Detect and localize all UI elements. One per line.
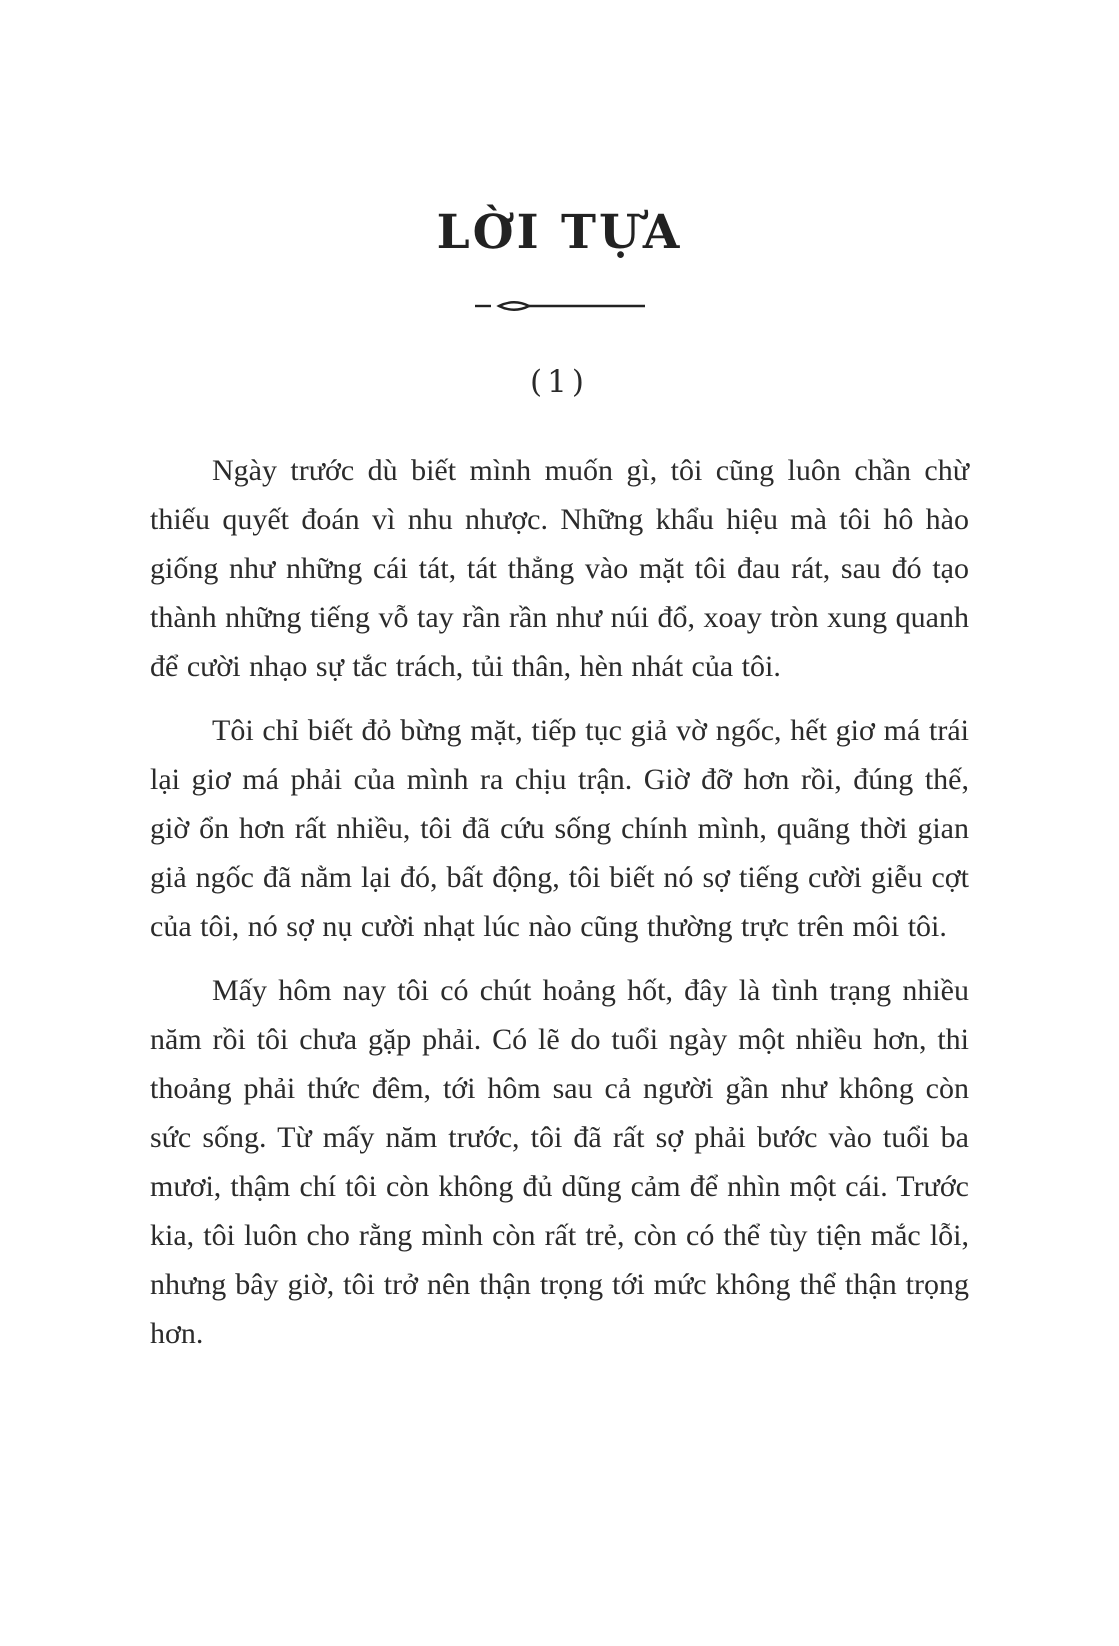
divider-ornament <box>150 298 969 314</box>
paragraph-1: Ngày trước dù biết mình muốn gì, tôi cũng luôn chần chừ thiếu quyết đoán vì nhu nhược. Những khẩu hiệu mà tôi hô hào giống như những cái tát, tát thẳng vào mặt tôi đau rát, sau đó tạo thành những tiếng vỗ tay rần rần như núi đổ, xoay tròn xung quanh để cười nhạo sự tắc trách, tủi thân, hèn nhát của tôi. <box>150 454 969 683</box>
paragraph-2: Tôi chỉ biết đỏ bừng mặt, tiếp tục giả vờ ngốc, hết giơ má trái lại giơ má phải của mình ra chịu trận. Giờ đỡ hơn rồi, đúng thế, giờ ổn hơn rất nhiều, tôi đã cứu sống chính mình, quãng thời gian giả ngốc đã nằm lại đó, bất động, tôi biết nó sợ tiếng cười giễu cợt của tôi, nó sợ nụ cười nhạt lúc nào cũng thường trực trên môi tôi. <box>150 714 969 943</box>
section-marker: (1) <box>530 364 589 400</box>
page-title: LỜI TỰA <box>436 205 683 260</box>
leaf-divider-icon <box>475 298 645 314</box>
paragraph-3: Mấy hôm nay tôi có chút hoảng hốt, đây là tình trạng nhiều năm rồi tôi chưa gặp phải. Có lẽ do tuổi ngày một nhiều hơn, thi thoảng phải thức đêm, tới hôm sau cả người gần như không còn sức sống. Từ mấy năm trước, tôi đã rất sợ phải bước vào tuổi ba mươi, thậm chí tôi còn không đủ dũng cảm để nhìn một cái. Trước kia, tôi luôn cho rằng mình còn rất trẻ, còn có thể tùy tiện mắc lỗi, nhưng bây giờ, tôi trở nên thận trọng tới mức không thể thận trọng hơn. <box>150 974 969 1350</box>
body-text <box>150 446 969 1358</box>
